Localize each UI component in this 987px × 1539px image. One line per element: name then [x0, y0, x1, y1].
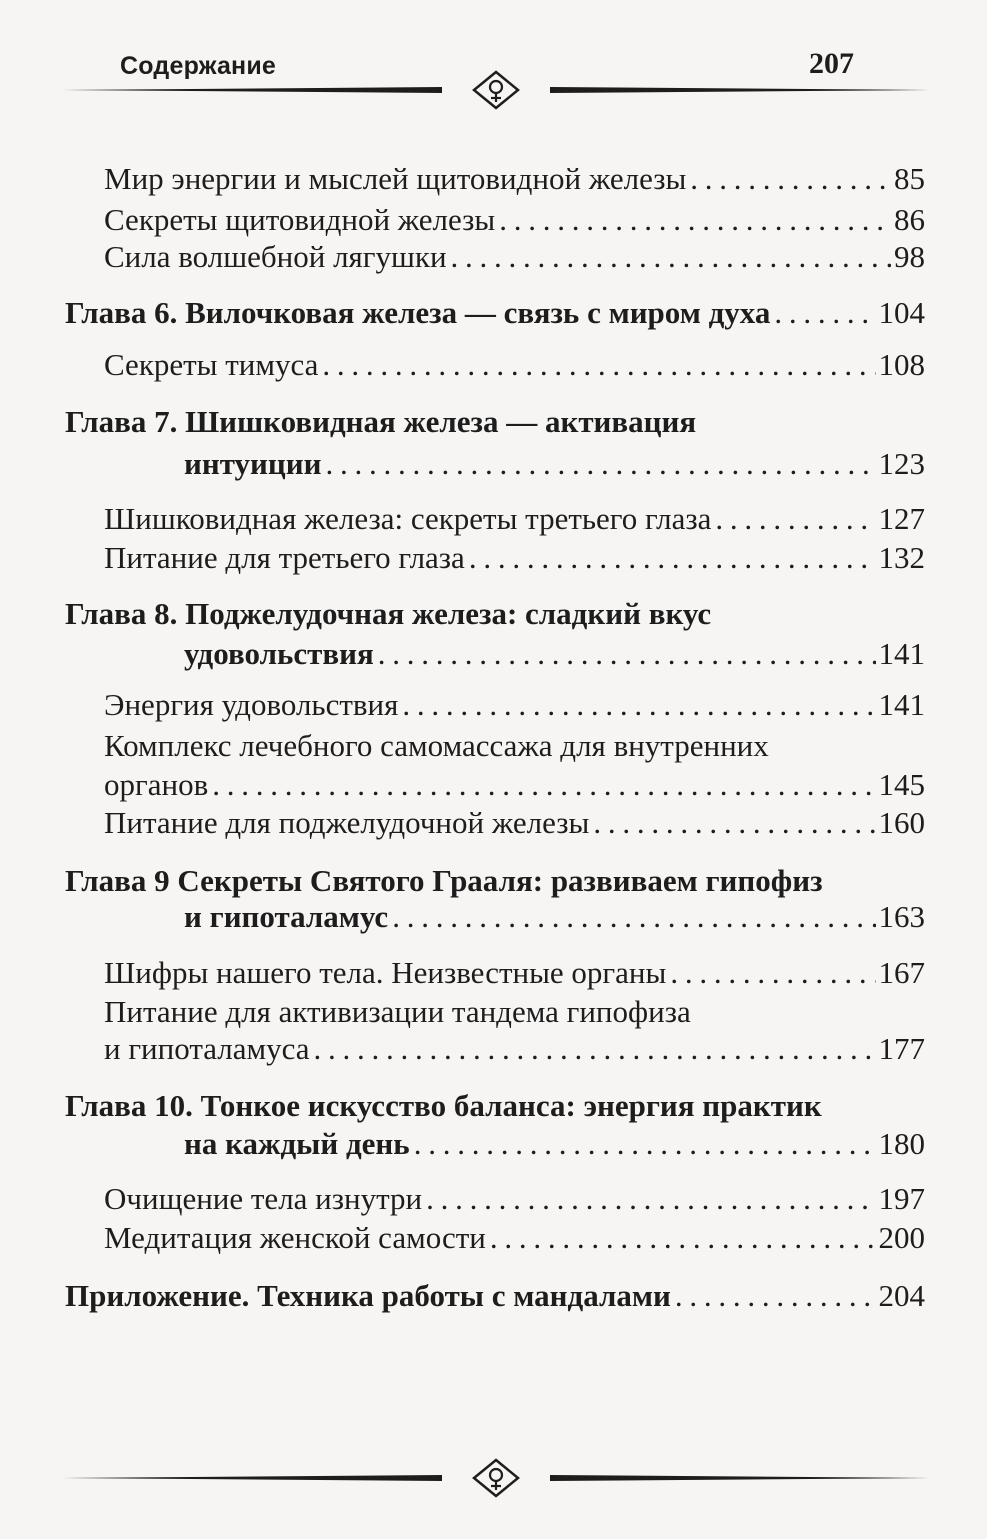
toc-chapter[interactable]	[184, 1125, 925, 1163]
toc-entry[interactable]	[104, 1030, 925, 1068]
toc-chapter-page: 163	[878, 899, 925, 934]
toc-chapter-page: 104	[878, 295, 925, 330]
toc-entry-title: Шишковидная железа: секреты третьего глаза	[104, 501, 712, 536]
leader-dots	[326, 445, 876, 483]
toc-entry-title-line2: органов	[104, 767, 209, 802]
header-ornament-rule	[62, 70, 930, 110]
leader-dots	[593, 804, 875, 842]
leader-dots	[715, 500, 875, 538]
toc-entry-page: 197	[878, 1181, 925, 1216]
toc-entry-page: 145	[878, 767, 925, 802]
leader-dots	[499, 201, 891, 239]
toc-chapter-title: Приложение. Техника работы с мандалами	[65, 1278, 671, 1313]
toc-entry-page: 86	[894, 202, 925, 237]
leader-dots	[378, 635, 876, 673]
leader-dots	[690, 160, 891, 198]
toc-entry[interactable]	[104, 1219, 925, 1257]
leader-dots	[490, 1219, 876, 1257]
leader-dots	[426, 1180, 875, 1218]
toc-entry[interactable]	[104, 539, 925, 577]
page-number: 207	[809, 47, 854, 80]
toc-chapter[interactable]	[184, 898, 925, 936]
toc-entry[interactable]	[104, 1180, 925, 1218]
leader-dots	[670, 954, 875, 992]
toc-entry-page: 200	[878, 1220, 925, 1255]
toc-entry-page: 167	[878, 955, 925, 990]
toc-chapter-title-line2: интуиции	[184, 446, 322, 481]
toc-entry-title: Питание для третьего глаза	[104, 540, 465, 575]
toc-chapter-page: 123	[878, 446, 925, 481]
venus-icon	[474, 72, 518, 108]
leader-dots	[322, 346, 875, 384]
toc-entry[interactable]	[104, 346, 925, 384]
toc-entry-title: Шифры нашего тела. Неизвестные органы	[104, 955, 667, 990]
toc-entry-title: Секреты щитовидной железы	[104, 202, 496, 237]
toc-entry[interactable]	[104, 160, 925, 198]
toc-entry-page: 85	[894, 161, 925, 196]
toc-entry-page: 141	[878, 687, 925, 722]
toc-chapter-page: 204	[878, 1278, 925, 1313]
toc-entry-title: Секреты тимуса	[104, 347, 319, 382]
toc-entry-page: 127	[878, 501, 925, 536]
leader-dots	[392, 898, 875, 936]
toc-entry-page: 132	[878, 540, 925, 575]
toc-chapter[interactable]	[184, 635, 925, 673]
leader-dots	[675, 1277, 876, 1315]
toc-entry-page: 177	[878, 1031, 925, 1066]
leader-dots	[212, 766, 875, 804]
leader-dots	[774, 294, 875, 332]
toc-chapter[interactable]	[65, 294, 925, 332]
toc-entry[interactable]	[104, 954, 925, 992]
toc-entry-title: Очищение тела изнутри	[104, 1181, 423, 1216]
toc-entry-page: 108	[878, 347, 925, 382]
toc-entry-title: Питание для поджелудочной железы	[104, 805, 590, 840]
venus-icon	[474, 1460, 518, 1496]
toc-entry-title: Сила волшебной лягушки	[104, 239, 447, 274]
running-header-title: Содержание	[120, 52, 277, 80]
toc-chapter[interactable]	[65, 1277, 925, 1315]
toc-chapter-page: 180	[878, 1126, 925, 1161]
leader-dots	[451, 238, 891, 276]
toc-entry[interactable]	[104, 500, 925, 538]
toc-chapter-title: Глава 6. Вилочковая железа — связь с миром духа	[65, 295, 771, 330]
toc-entry[interactable]	[104, 766, 925, 804]
toc-chapter[interactable]	[184, 445, 925, 483]
toc-entry[interactable]	[104, 804, 925, 842]
toc-chapter-page: 141	[878, 636, 925, 671]
leader-dots	[469, 539, 876, 577]
leader-dots	[402, 686, 875, 724]
toc-entry-title: Энергия удовольствия	[104, 687, 399, 722]
toc-entry-page: 160	[878, 805, 925, 840]
toc-entry[interactable]	[104, 201, 925, 239]
toc-chapter-title-line1[interactable]: Глава 8. Поджелудочная железа: сладкий вкус	[65, 596, 712, 631]
toc-entry[interactable]	[104, 686, 925, 724]
leader-dots	[414, 1125, 876, 1163]
toc-chapter-title-line2: и гипоталамус	[184, 899, 389, 934]
leader-dots	[314, 1030, 876, 1068]
toc-entry[interactable]	[104, 238, 925, 276]
toc-chapter-title-line1[interactable]: Глава 7. Шишковидная железа — активация	[65, 404, 697, 439]
toc-entry-page: 98	[894, 239, 925, 274]
footer-ornament-rule	[62, 1458, 930, 1498]
toc-entry-title: Мир энергии и мыслей щитовидной железы	[104, 161, 687, 196]
toc-chapter-title-line2: удовольствия	[184, 636, 374, 671]
toc-chapter-title-line1[interactable]: Глава 10. Тонкое искусство баланса: энергия практик	[65, 1088, 822, 1123]
toc-entry-title-line1[interactable]: Комплекс лечебного самомассажа для внутренних	[104, 728, 769, 763]
toc-entry-title-line1[interactable]: Питание для активизации тандема гипофиза	[104, 994, 691, 1029]
toc-entry-title-line2: и гипоталамуса	[104, 1031, 310, 1066]
toc-chapter-title-line2: на каждый день	[184, 1126, 410, 1161]
toc-entry-title: Медитация женской самости	[104, 1220, 486, 1255]
toc-chapter-title-line1[interactable]: Глава 9 Секреты Святого Грааля: развиваем гипофиз	[65, 863, 823, 898]
